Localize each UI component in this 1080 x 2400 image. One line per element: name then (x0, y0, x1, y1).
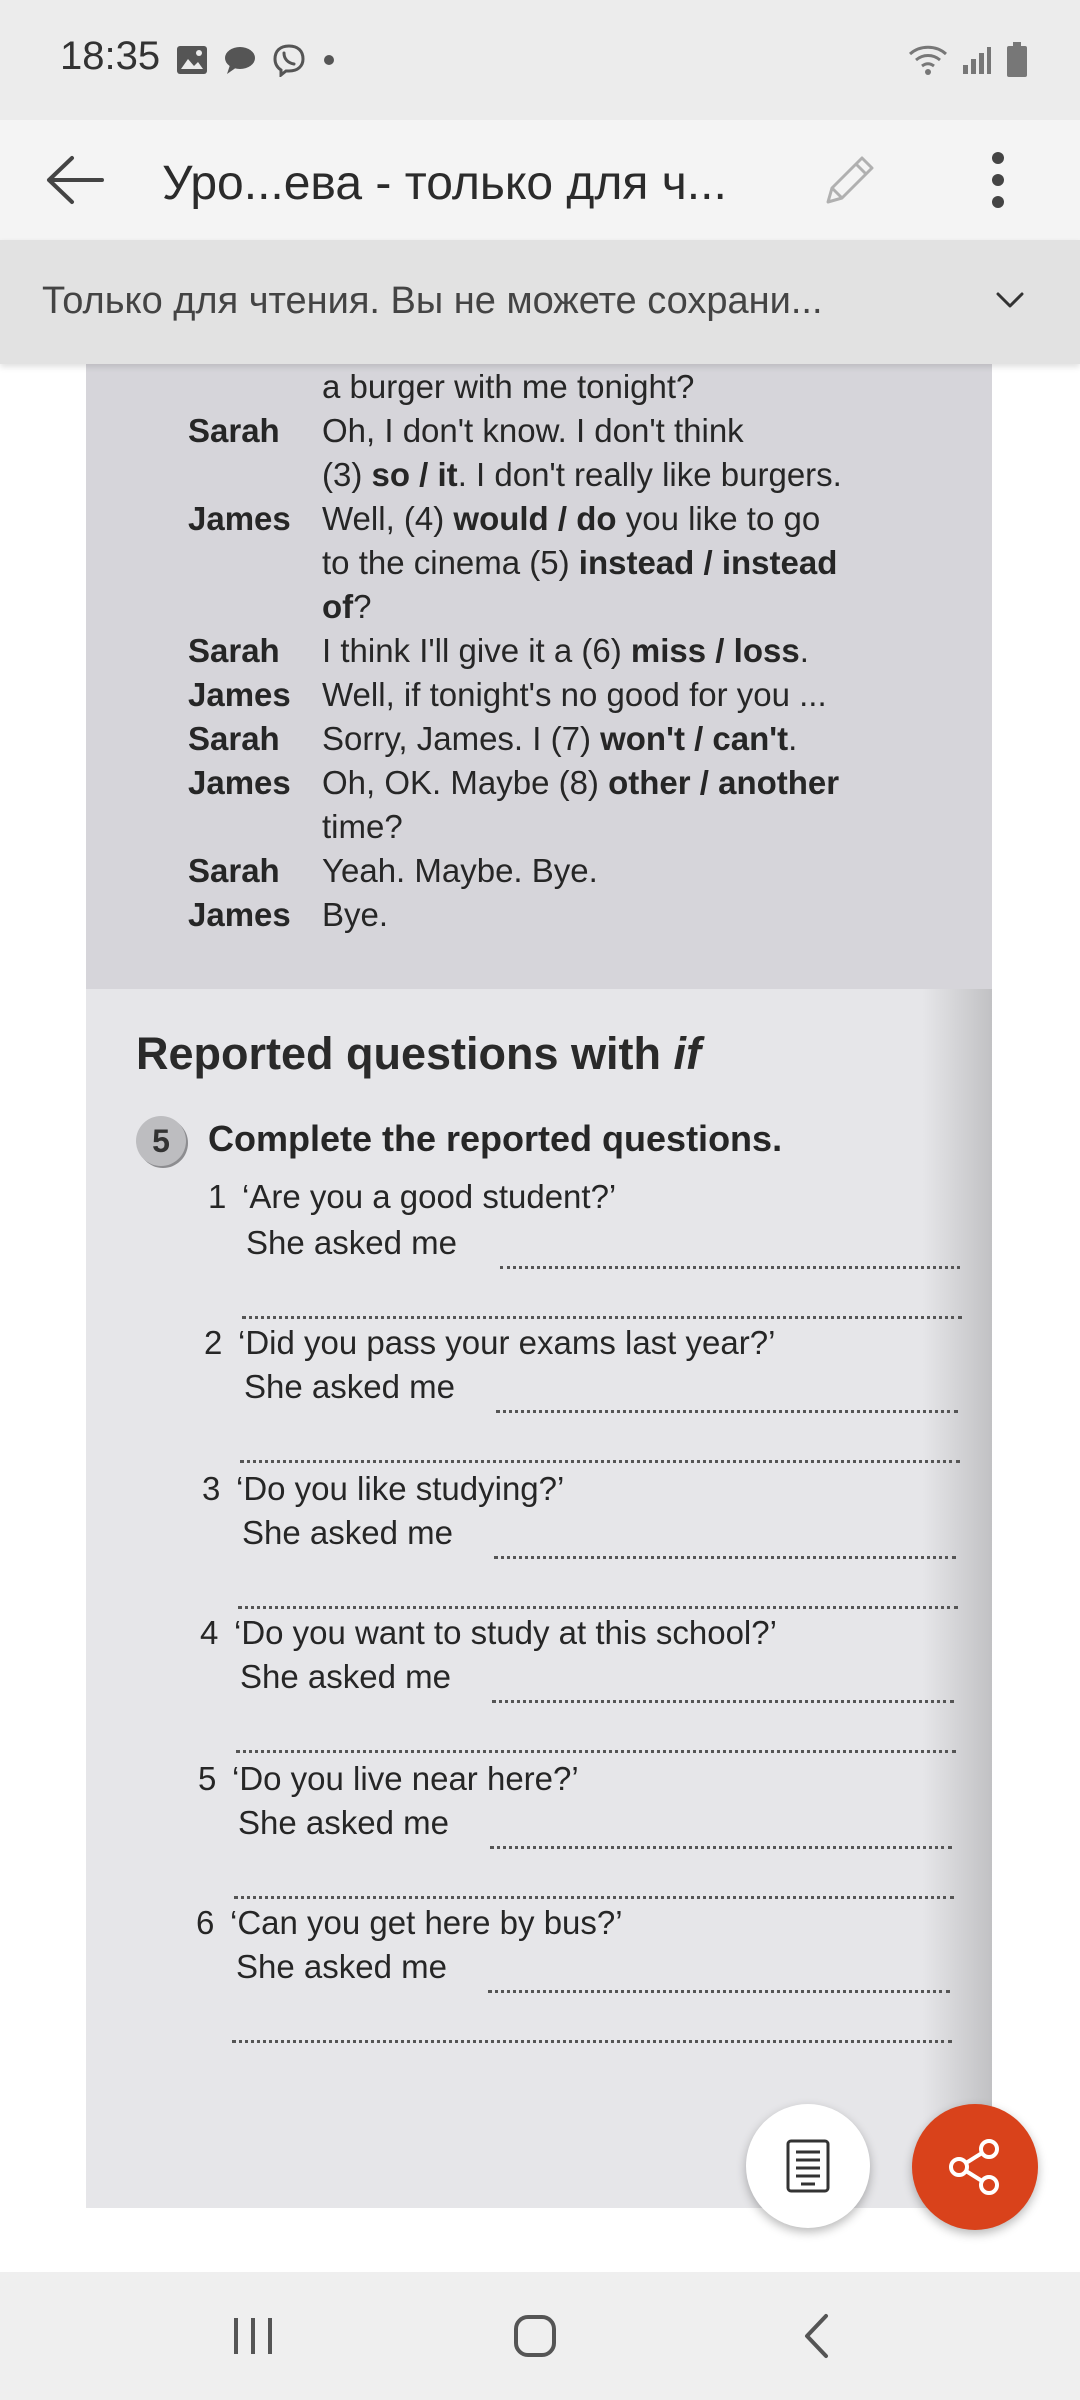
dialogue-line: I think I'll give it a (6) miss / loss. (322, 632, 809, 669)
back-arrow-icon (44, 155, 104, 205)
section-title: Reported questions with if (136, 1028, 702, 1079)
document-title: Уро...ева - только для ч... (162, 157, 727, 210)
status-bar (0, 0, 1080, 120)
question-prompt: She asked me (244, 1368, 455, 1405)
question-text: ‘Do you live near here?’ (232, 1760, 579, 1797)
page-edge-shadow (922, 989, 992, 2208)
question-prompt: She asked me (242, 1514, 453, 1551)
recents-icon (230, 2316, 276, 2356)
question-prompt: She asked me (246, 1224, 457, 1261)
question-text: ‘Did you pass your exams last year?’ (238, 1324, 776, 1361)
question-prompt: She asked me (240, 1658, 451, 1695)
more-vert-icon (988, 150, 1008, 210)
answer-line (234, 1896, 954, 1899)
document-viewer[interactable] (0, 364, 1080, 2272)
dialogue-line: of? (322, 588, 372, 625)
dialogue-line: Yeah. Maybe. Bye. (322, 852, 598, 889)
share-icon (945, 2137, 1005, 2197)
question-text: ‘Are you a good student?’ (242, 1178, 617, 1215)
dialogue-speaker: Sarah (188, 852, 280, 889)
dialogue-speaker: James (188, 764, 291, 801)
back-icon (802, 2313, 832, 2359)
edit-button[interactable] (810, 140, 890, 220)
dialogue-line: Sorry, James. I (7) won't / can't. (322, 720, 798, 757)
banner-text: Только для чтения. Вы не можете сохрани... (42, 280, 823, 322)
banner-expand-button[interactable] (980, 270, 1040, 330)
answer-line (500, 1266, 960, 1269)
system-navigation-bar (0, 2272, 1080, 2400)
dialogue-line: Oh, I don't know. I don't think (322, 412, 744, 449)
reading-mode-button[interactable] (746, 2104, 870, 2228)
question-prompt: She asked me (238, 1804, 449, 1841)
dialogue-speaker: James (188, 676, 291, 713)
more-options-button[interactable] (958, 140, 1038, 220)
chat-bubble-icon (224, 45, 256, 75)
answer-line (232, 2040, 952, 2043)
question-text: ‘Do you want to study at this school?’ (234, 1614, 777, 1651)
image-icon (176, 45, 208, 75)
document-page-image (86, 364, 992, 2208)
question-number: 1 (208, 1178, 227, 1215)
back-nav-button[interactable] (772, 2296, 862, 2376)
battery-icon (1006, 42, 1028, 78)
home-button[interactable] (490, 2296, 580, 2376)
dialogue-line: Oh, OK. Maybe (8) other / another (322, 764, 840, 801)
dialogue-speaker: James (188, 500, 291, 537)
wifi-icon (908, 44, 948, 76)
question-number: 4 (200, 1614, 219, 1651)
read-only-banner[interactable] (0, 240, 1080, 364)
viber-icon (272, 43, 306, 77)
dialogue-line: Well, if tonight's no good for you ... (322, 676, 827, 713)
question-text: ‘Do you like studying?’ (236, 1470, 565, 1507)
reading-mode-icon (785, 2138, 831, 2194)
answer-line (492, 1700, 954, 1703)
answer-line (242, 1316, 962, 1319)
pencil-icon (820, 150, 880, 210)
dialogue-line: Well, (4) would / do you like to go (322, 500, 821, 537)
exercise-instruction: Complete the reported questions. (208, 1118, 783, 1159)
question-number: 2 (204, 1324, 223, 1361)
chevron-down-icon (995, 290, 1025, 310)
answer-line (488, 1990, 950, 1993)
back-button[interactable] (34, 140, 114, 220)
answer-line (490, 1846, 952, 1849)
dialogue-speaker: Sarah (188, 632, 280, 669)
home-icon (513, 2314, 557, 2358)
question-number: 3 (202, 1470, 221, 1507)
dialogue-line: time? (322, 808, 403, 845)
answer-line (496, 1410, 958, 1413)
dialogue-speaker: Sarah (188, 412, 280, 449)
dialogue-line: Bye. (322, 896, 389, 933)
exercise-number-badge: 5 (136, 1116, 186, 1166)
status-system-icons (908, 40, 1028, 80)
question-number: 5 (198, 1760, 217, 1797)
dialogue-speaker: Sarah (188, 720, 280, 757)
app-bar (0, 120, 1080, 241)
recents-button[interactable] (208, 2296, 298, 2376)
question-number: 6 (196, 1904, 215, 1941)
dot-icon (322, 53, 336, 67)
answer-line (238, 1606, 958, 1609)
dialogue-line: to the cinema (5) instead / instead (322, 544, 838, 581)
dialogue-speaker: James (188, 896, 291, 933)
answer-line (494, 1556, 956, 1559)
status-time: 18:35 (60, 34, 161, 78)
dialogue-line: (3) so / it. I don't really like burgers. (322, 456, 842, 493)
answer-line (240, 1460, 960, 1463)
signal-icon (962, 45, 992, 75)
dialogue-line: a burger with me tonight? (322, 368, 695, 405)
question-text: ‘Can you get here by bus?’ (230, 1904, 623, 1941)
question-prompt: She asked me (236, 1948, 447, 1985)
share-button[interactable] (912, 2104, 1038, 2230)
answer-line (236, 1750, 956, 1753)
status-notification-icons (176, 40, 336, 80)
